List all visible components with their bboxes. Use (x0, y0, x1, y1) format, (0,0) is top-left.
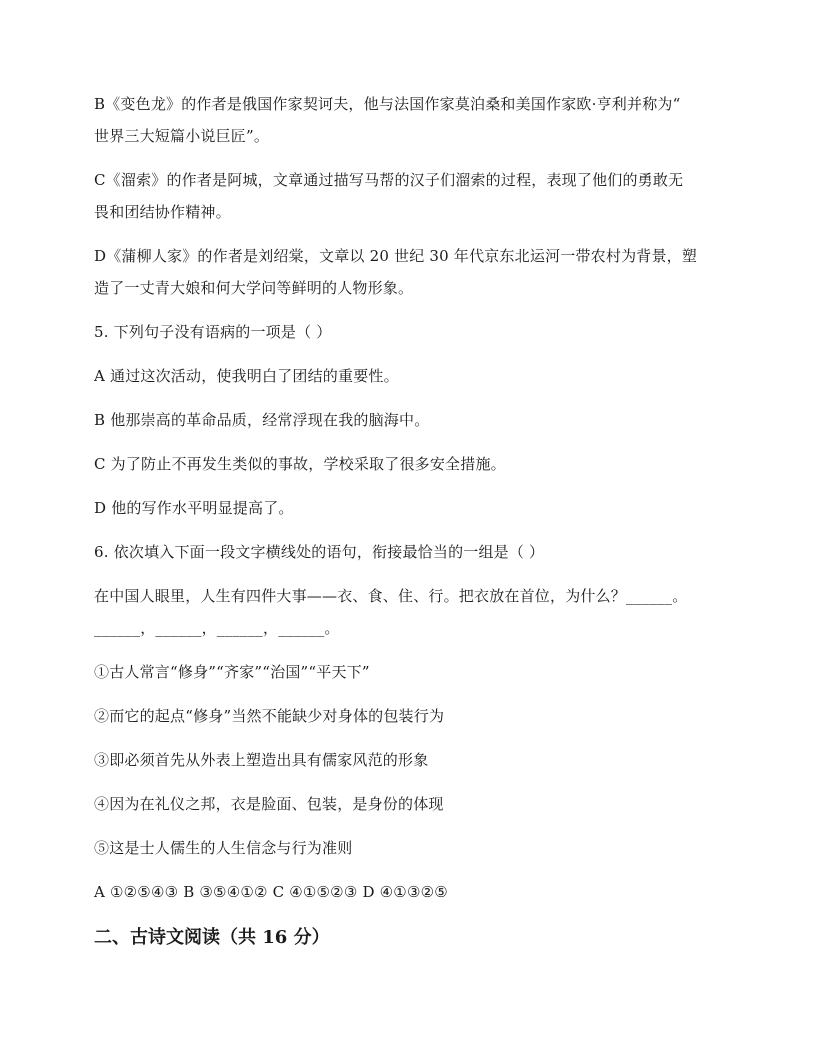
question-6-sentence-5: ⑤这是士人儒生的人生信念与行为准则 (94, 839, 353, 857)
question-5-option-d: D 他的写作水平明显提高了。 (94, 499, 294, 517)
question-5-stem: 5. 下列句子没有语病的一项是（ ） (94, 323, 332, 341)
question-6-sentence-1: ①古人常言“修身”“齐家”“治国”“平天下” (94, 663, 370, 681)
question-6-sentence-2: ②而它的起点“修身”当然不能缺少对身体的包装行为 (94, 707, 445, 725)
question-5-option-c: C 为了防止不再发生类似的事故，学校采取了很多安全措施。 (94, 455, 506, 473)
question-6-stem: 6. 依次填入下面一段文字横线处的语句，衔接最恰当的一组是（ ） (94, 543, 545, 561)
exam-page (94, 88, 734, 954)
question-6-sentence-3: ③即必须首先从外表上塑造出具有儒家风范的形象 (94, 751, 429, 769)
section-2-heading: 二、古诗文阅读（共 16 分） (94, 927, 330, 948)
option-c-line2: 畏和团结协作精神。 (94, 203, 231, 221)
option-b-line2: 世界三大短篇小说巨匠”。 (94, 127, 270, 145)
question-6-passage-line1: 在中国人眼里，人生有四件大事——衣、食、住、行。把衣放在首位，为什么？______。 (94, 587, 688, 605)
question-6-passage-line2: ______，______，______，______。 (94, 619, 340, 637)
question-5-option-b: B 他那崇高的革命品质，经常浮现在我的脑海中。 (94, 411, 430, 429)
question-6-sentence-4: ④因为在礼仪之邦，衣是脸面、包装，是身份的体现 (94, 795, 444, 813)
option-b-line1: B《变色龙》的作者是俄国作家契诃夫，他与法国作家莫泊桑和美国作家欧·亨利并称为“ (94, 95, 681, 113)
option-c-line1: C《溜索》的作者是阿城，文章通过描写马帮的汉子们溜索的过程，表现了他们的勇敢无 (94, 171, 684, 189)
question-6-choices: A ①②⑤④③ B ③⑤④①② C ④①⑤②③ D ④①③②⑤ (94, 883, 448, 901)
question-5-option-a: A 通过这次活动，使我明白了团结的重要性。 (94, 367, 399, 385)
option-d-line2: 造了一丈青大娘和何大学问等鲜明的人物形象。 (94, 279, 414, 297)
option-d-line1: D《蒲柳人家》的作者是刘绍棠，文章以 20 世纪 30 年代京东北运河一带农村为背景，塑 (94, 247, 698, 265)
